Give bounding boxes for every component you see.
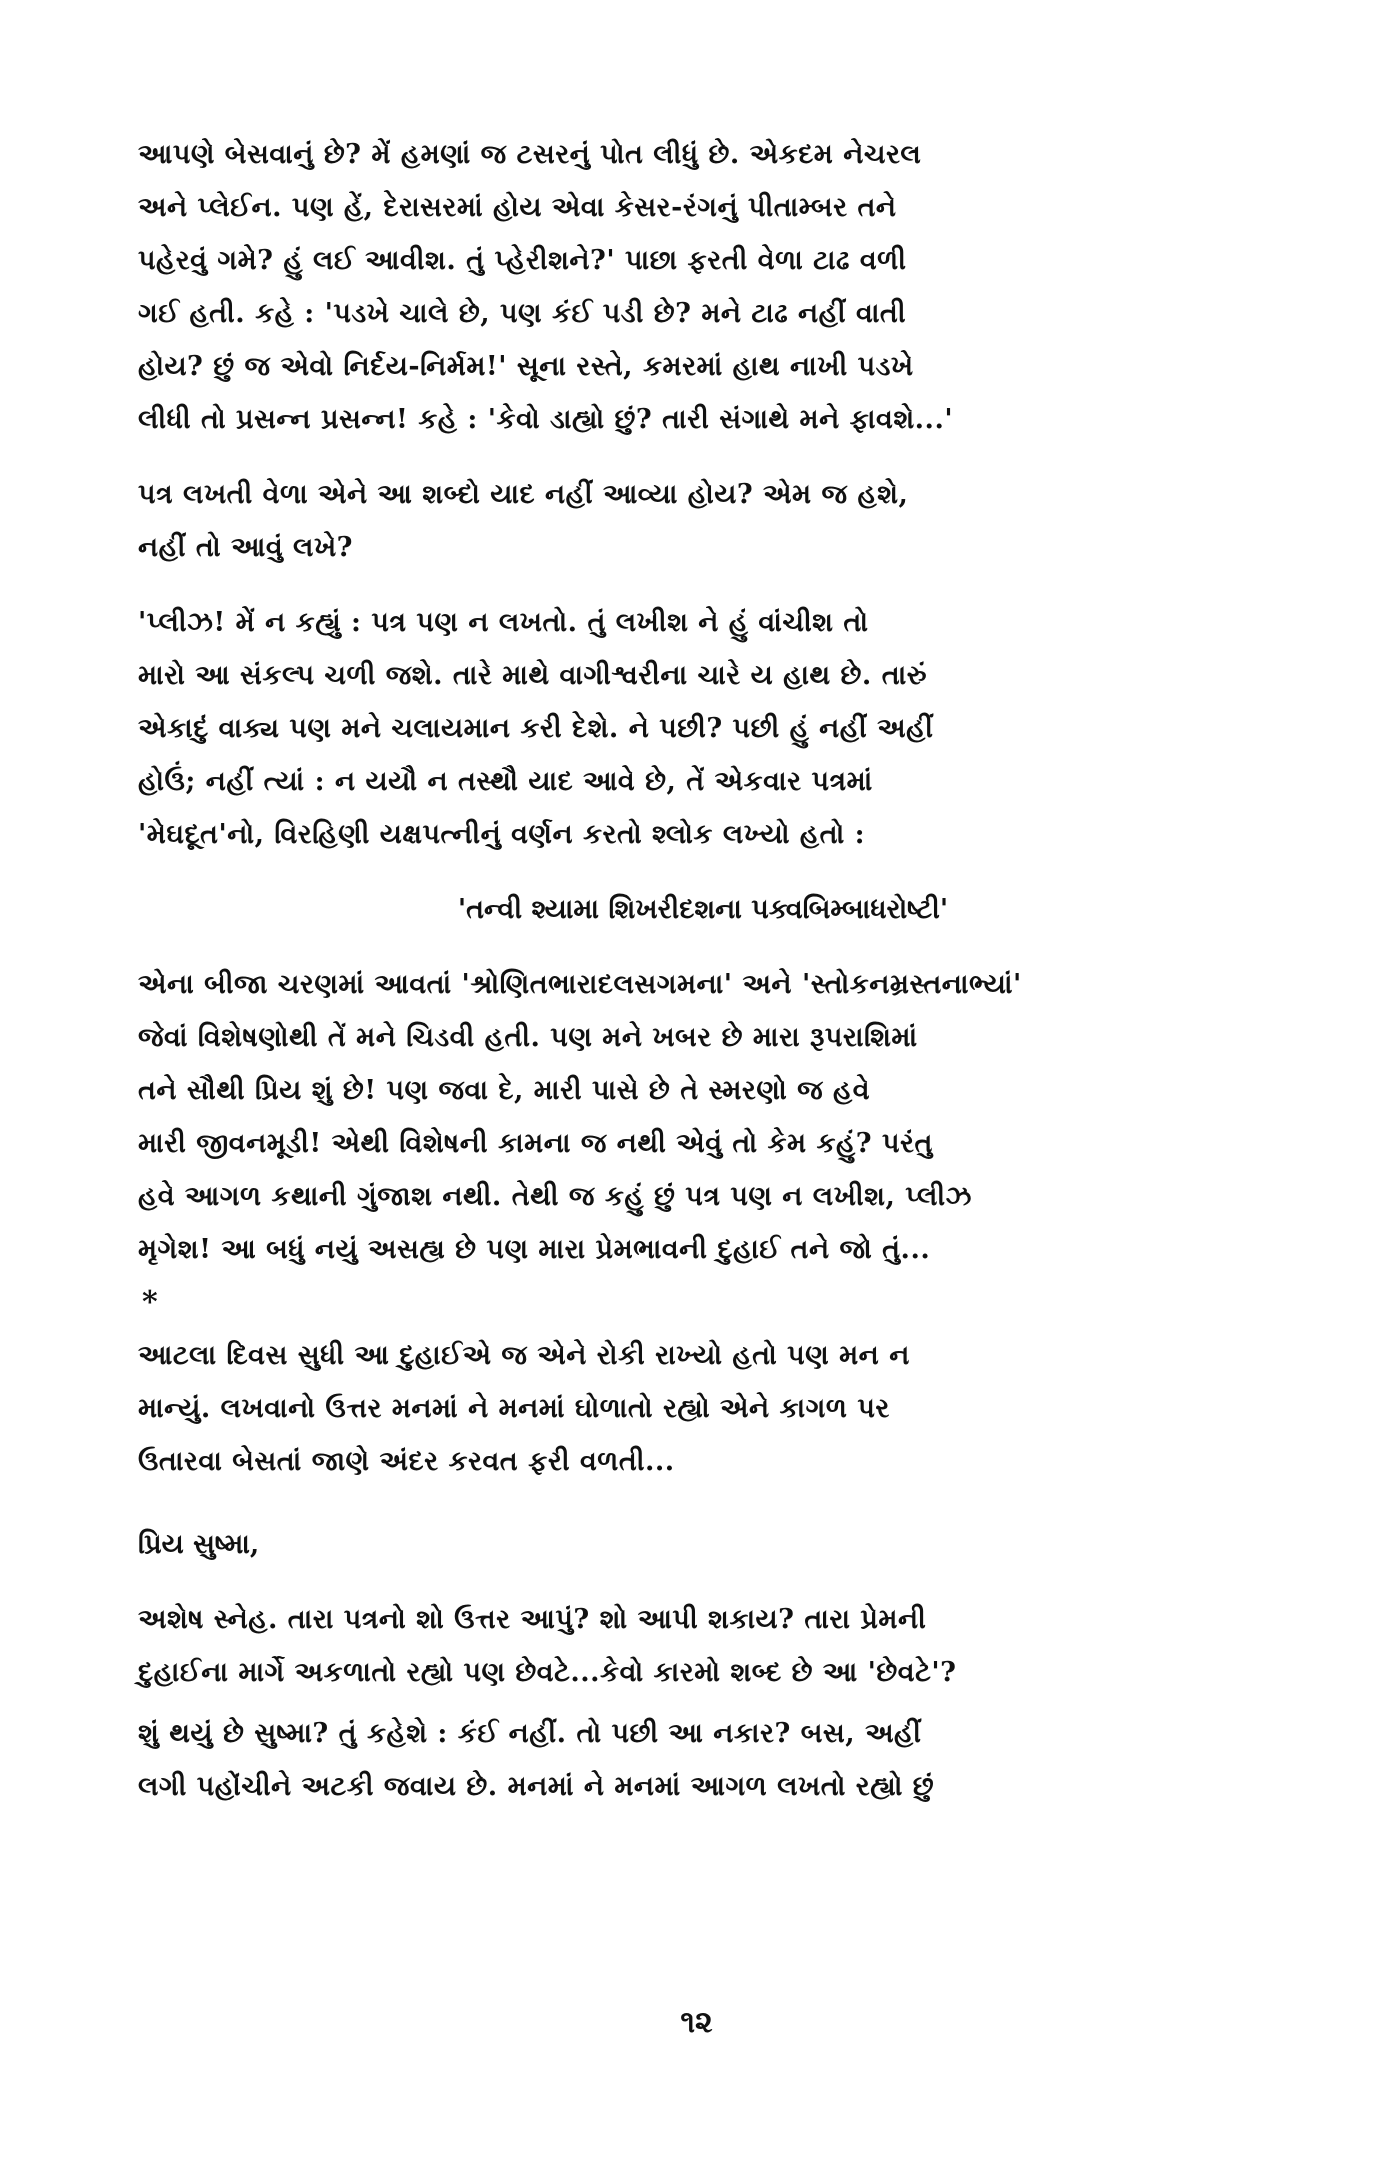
paragraph-4: એના બીજા ચરણમાં આવતાં 'શ્રોણિતભારાદલસગમના' અને 'સ્તોકનમ્રસ્તનાભ્યાં' જેવાં વિશેષણોથી તેં મને ચિડવી હતી. પણ મને ખબર છે મારા રૂપરાશિમાં તને સૌથી પ્રિય શું છે! પણ જવા દે, મારી પાસે છે તે સ્મરણો જ હવે મારી જીવનમૂડી! એથી વિશેષની કામના જ નથી એવું તો કેમ કહું? પરંતુ હવે આગળ કથાની ગુંજાશ નથી. તેથી જ કહું છું પત્ર પણ ન લખીશ, પ્લીઝ મૃગેશ! આ બધું નયું અસહ્ય છે પણ મારા પ્રેમભાવની દુહાઈ તને જો તું...	[138, 969, 1022, 1265]
page-number: ૧૨	[680, 2005, 713, 2040]
letter-salutation: પ્રિય સુષ્મા,	[138, 1529, 260, 1560]
book-page	[138, 128, 1268, 1813]
sanskrit-verse: 'તન્વી શ્યામા શિખરીદશના પક્વબિમ્બાધરોષ્ટી'	[457, 894, 949, 925]
paragraph-7: શું થયું છે સુષ્મા? તું કહેશે : કંઈ નહીં. તો પછી આ નકાર? બસ, અહીં લગી પહોંચીને અટકી જવાય છે. મનમાં ને મનમાં આગળ લખતો રહ્યો છું	[138, 1718, 935, 1802]
section-divider: *	[142, 1285, 158, 1320]
paragraph-2: પત્ર લખતી વેળા એને આ શબ્દો યાદ નહીં આવ્યા હોય? એમ જ હશે, નહીં તો આવું લખે?	[138, 479, 909, 563]
paragraph-1: આપણે બેસવાનું છે? મેં હમણાં જ ટસરનું પોત લીધું છે. એકદમ નેચરલ અને પ્લેઈન. પણ હેં, દેરાસરમાં હોય એવા કેસર-રંગનું પીતામ્બર તને પહેરવું ગમે? હું લઈ આવીશ. તું પ્હેરીશને?' પાછા ફરતી વેળા ટાઢ વળી ગઈ હતી. કહે : 'પડખે ચાલે છે, પણ કંઈ પડી છે? મને ટાઢ નહીં વાતી હોય? છું જ એવો નિર્દય-નિર્મમ!' સૂના રસ્તે, કમરમાં હાથ નાખી પડખે લીધી તો પ્રસન્ન પ્રસન્ન! કહે : 'કેવો ડાહ્યો છું? તારી સંગાથે મને ફાવશે...'	[138, 139, 954, 435]
paragraph-3: 'પ્લીઝ! મેં ન કહ્યું : પત્ર પણ ન લખતો. તું લખીશ ને હું વાંચીશ તો મારો આ સંકલ્પ ચળી જશે. તારે માથે વાગીશ્વરીના ચારે ય હાથ છે. તારું એકાદું વાક્ય પણ મને ચલાયમાન કરી દેશે. ને પછી? પછી હું નહીં અહીં હોઉં; નહીં ત્યાં : ન યયૌ ન તસ્થૌ યાદ આવે છે, તેં એકવાર પત્રમાં 'મેઘદૂત'નો, વિરહિણી યક્ષપત્નીનું વર્ણન કરતો શ્લોક લખ્યો હતો :	[138, 607, 934, 850]
paragraph-6: અશેષ સ્નેહ. તારા પત્રનો શો ઉત્તર આપું? શો આપી શકાય? તારા પ્રેમની દુહાઈના માર્ગે અકળાતો રહ્યો પણ છેવટે...કેવો કારમો શબ્દ છે આ 'છેવટે'?	[138, 1604, 957, 1688]
paragraph-5: આટલા દિવસ સુધી આ દુહાઈએ જ એને રોકી રાખ્યો હતો પણ મન ન માન્યું. લખવાનો ઉત્તર મનમાં ને મનમાં ઘોળાતો રહ્યો એને કાગળ પર ઉતારવા બેસતાં જાણે અંદર કરવત ફરી વળતી...	[138, 1340, 910, 1477]
